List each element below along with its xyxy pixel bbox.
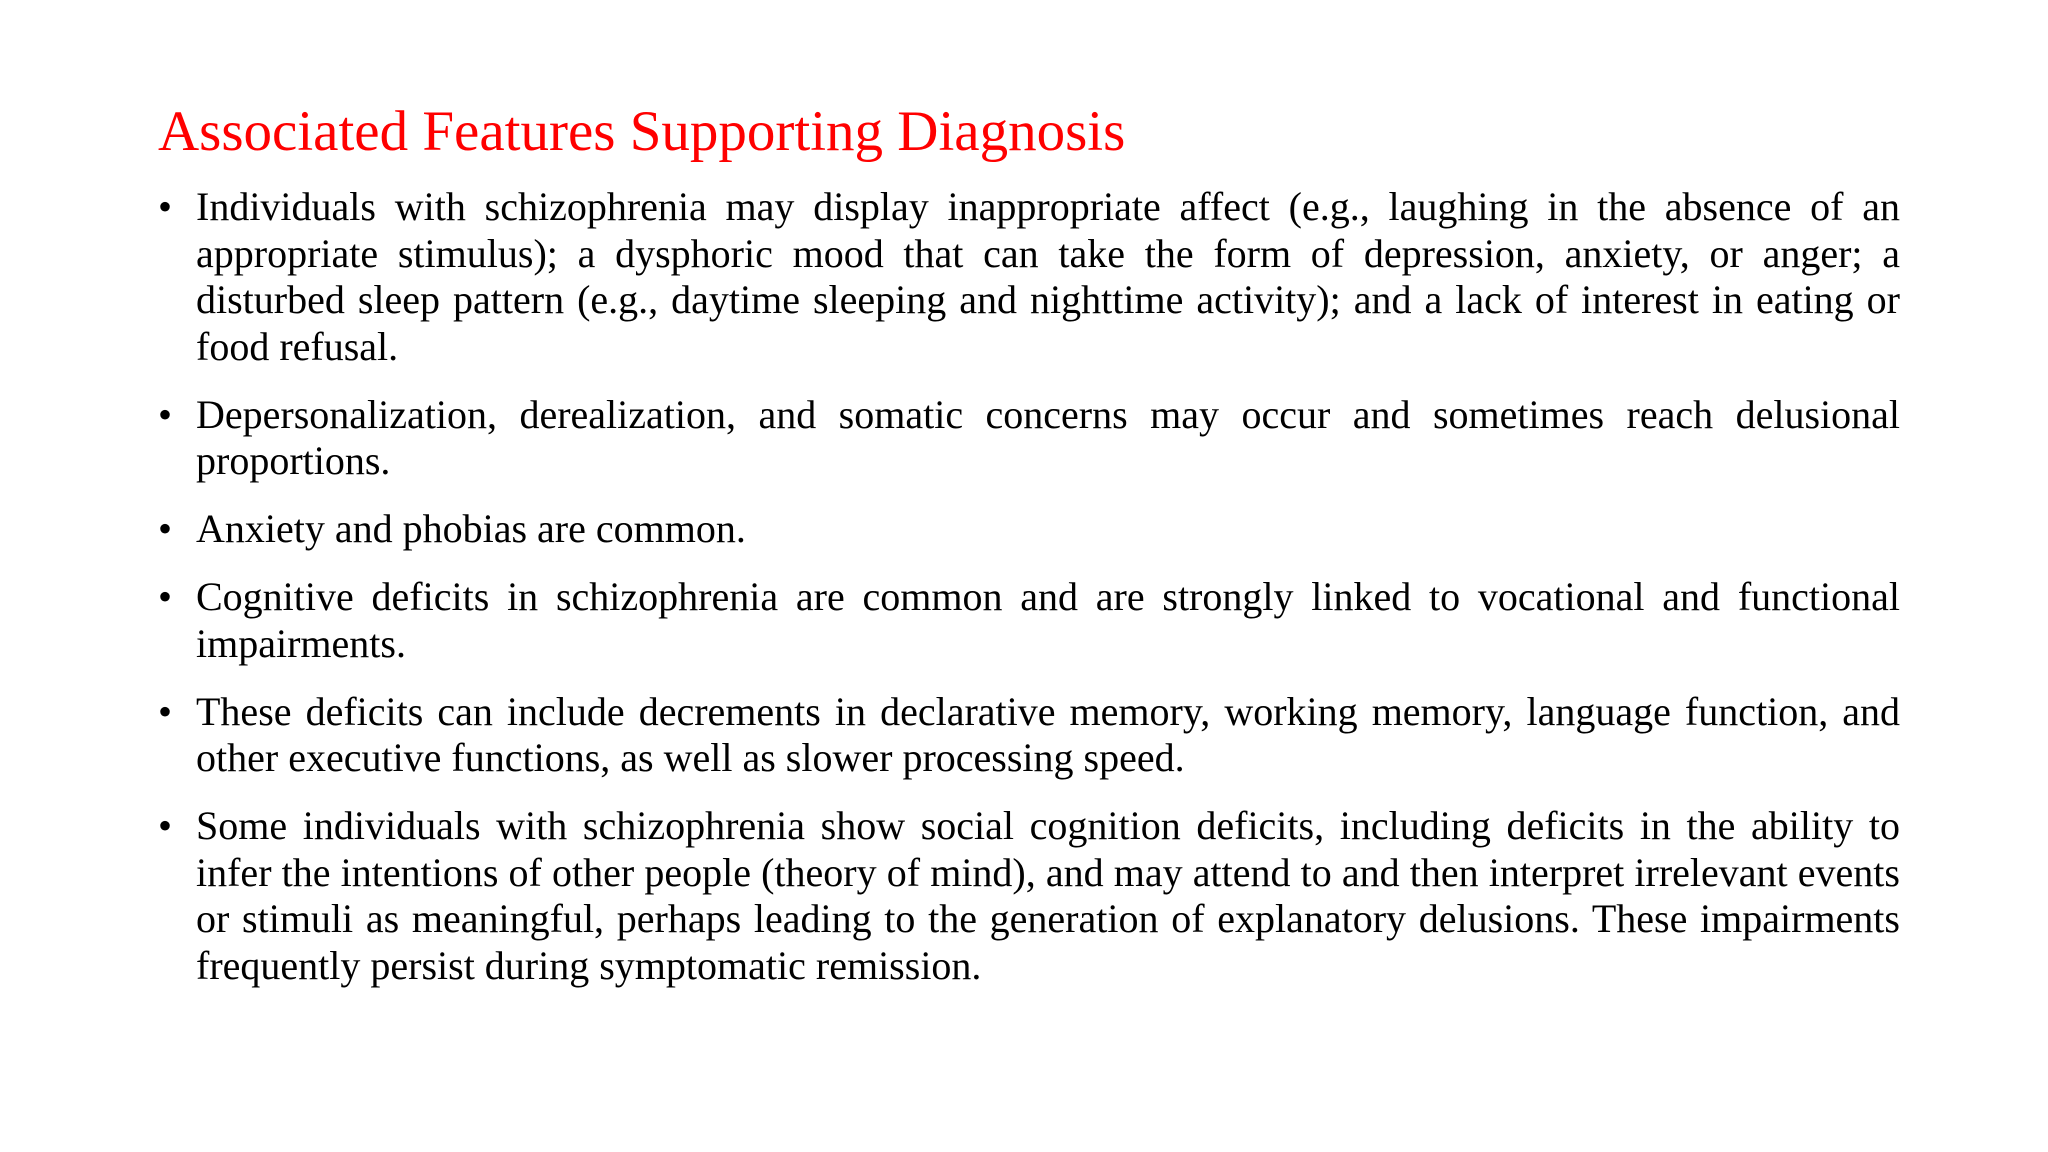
- bullet-dot-icon: •: [158, 184, 173, 229]
- bullet-dot-icon: •: [158, 803, 173, 848]
- bullet-item: [158, 506, 1900, 553]
- bullet-dot-icon: •: [158, 688, 173, 734]
- bullet-text: Anxiety and phobias are common.: [196, 506, 746, 551]
- bullet-dot-icon: •: [158, 391, 173, 437]
- bullet-item: [158, 803, 1900, 989]
- slide-title: Associated Features Supporting Diagnosis: [158, 100, 1126, 163]
- bullet-item: [158, 392, 1900, 485]
- bullet-text: Depersonalization, derealization, and somatic concerns may occur and sometimes reach delusional proportions.: [196, 391, 1900, 483]
- bullet-text: Cognitive deficits in schizophrenia are common and are strongly linked to vocational and functional impairments.: [196, 574, 1900, 666]
- bullet-item: [158, 574, 1900, 667]
- bullet-item: [158, 184, 1900, 370]
- bullet-text: Some individuals with schizophrenia show social cognition deficits, including deficits in the ability to infer the intentions of other people (theory of mind), and may attend to and then interpret irrelevant events or stimuli as meaningful, perhaps leading to the generation of explanatory delusions. These impairments frequently persist during symptomatic remission.: [196, 803, 1900, 988]
- bullet-text: Individuals with schizophrenia may display inappropriate affect (e.g., laughing in the absence of an appropriate stimulus); a dysphoric mood that can take the form of depression, anxiety, or anger; a disturbed sleep pattern (e.g., daytime sleeping and nighttime activity); and a lack of interest in eating or food refusal.: [196, 184, 1900, 369]
- bullet-item: [158, 689, 1900, 782]
- bullet-dot-icon: •: [158, 506, 173, 551]
- bullet-dot-icon: •: [158, 574, 173, 619]
- bullet-list: [158, 184, 1900, 1011]
- bullet-text: These deficits can include decrements in declarative memory, working memory, language function, and other executive functions, as well as slower processing speed.: [196, 688, 1900, 780]
